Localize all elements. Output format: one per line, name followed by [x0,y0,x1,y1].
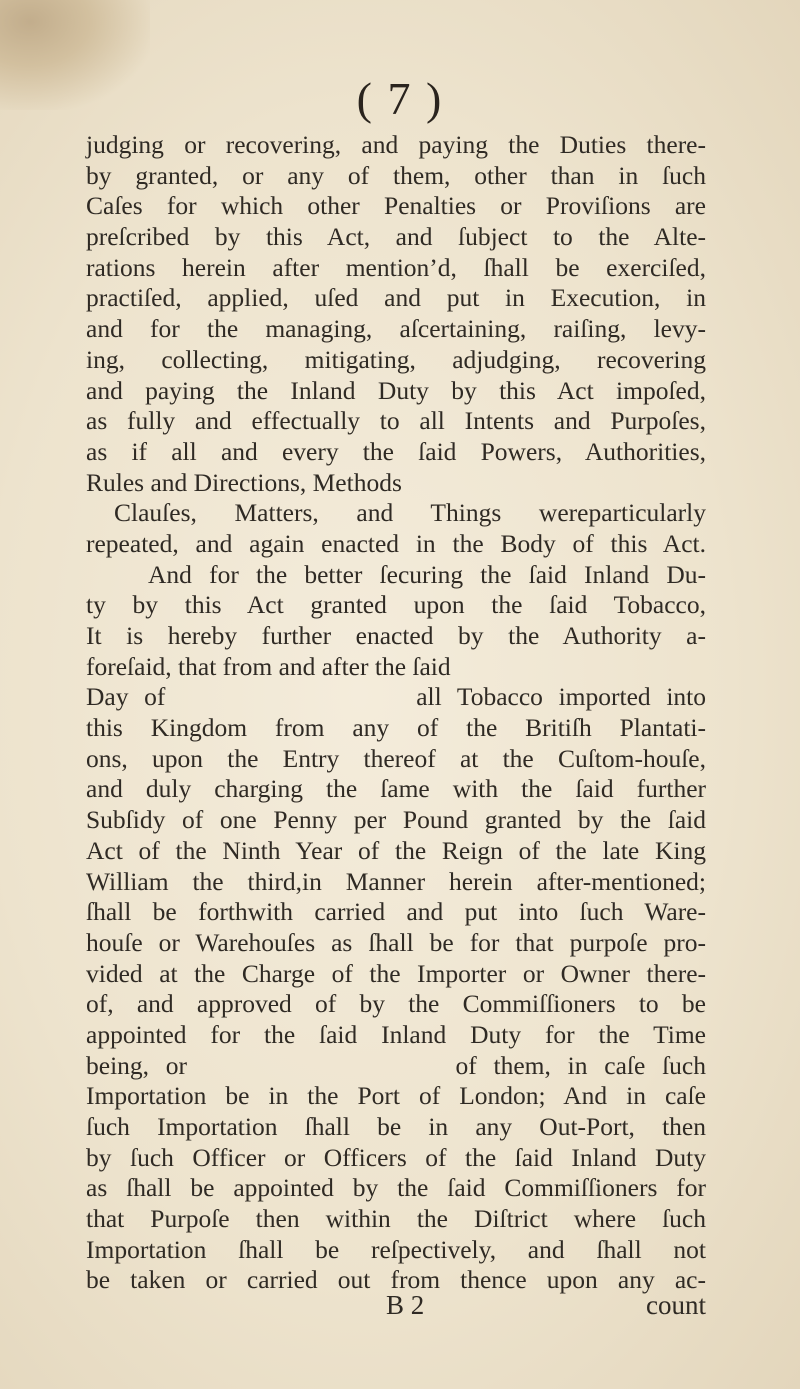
text-line: Importation be in the Port of London; And in caſe [86,1081,706,1111]
text-line: ing, collecting, mitigating, adjudging, recovering [86,344,706,374]
text-line: as if all and every the ſaid Powers, Authorities, [86,436,706,466]
catchword: count [646,1290,706,1320]
text-line: Rules and Directions, Methods [86,467,402,497]
page-number-header: ( 7 ) [356,73,444,124]
text-line: Importation ſhall be reſpectively, and ſhall not [86,1234,706,1264]
text-line: It is hereby further enacted by the Authority a- [86,621,706,650]
page-footer [86,1290,706,1322]
text-line: as ſhall be appointed by the ſaid Commiſſioners for [86,1173,706,1203]
text-line: rations herein after mention’d, ſhall be exerciſed, [86,252,706,282]
signature-mark: B 2 [386,1290,425,1320]
text-line: and duly charging the ſame with the ſaid further [86,774,706,804]
text-line: preſcribed by this Act, and ſubject to the Alte- [86,222,706,252]
text-line: this Kingdom from any of the Britiſh Plantati- [86,713,706,743]
text-line: ſuch Importation ſhall be in any Out-Port, then [86,1112,706,1141]
text-line: Caſes for which other Penalties or Proviſions are [86,191,706,221]
text-line: repeated, and again enacted in the Body of this Act. [86,528,706,558]
text-line: Day of all Tobacco imported into [86,682,706,712]
text-line: as fully and effectually to all Intents and Purpoſes, [86,406,706,436]
text-line: practiſed, applied, uſed and put in Execution, in [86,283,706,313]
text-line: And for the better ſecuring the ſaid Inland Du- [148,559,706,589]
text-line: houſe or Warehouſes as ſhall be for that purpoſe pro- [86,927,706,957]
text-line: judging or recovering, and paying the Duties there- [86,130,706,159]
text-line: by granted, or any of them, other than in ſuch [86,160,706,190]
text-line: be taken or carried out from thence upon any ac- [86,1265,706,1295]
text-line: appointed for the ſaid Inland Duty for the Time [86,1019,706,1049]
text-line: Clauſes, Matters, and Things wereparticularly [114,498,706,528]
text-line: Act of the Ninth Year of the Reign of the late King [86,835,706,865]
text-line: ons, upon the Entry thereof at the Cuſtom-houſe, [86,743,706,773]
text-line: William the third,in Manner herein after-mentioned; [86,866,706,896]
body-text [86,130,706,1296]
text-line: being, or of them, in caſe ſuch [86,1050,706,1080]
text-line: and for the managing, aſcertaining, raiſing, levy- [86,314,706,344]
text-line: that Purpoſe then within the Diſtrict where ſuch [86,1204,706,1234]
text-line: and paying the Inland Duty by this Act impoſed, [86,375,706,405]
text-line: vided at the Charge of the Importer or Owner there- [86,958,706,988]
text-line: foreſaid, that from and after the ſaid [86,651,451,681]
text-line: by ſuch Officer or Officers of the ſaid Inland Duty [86,1142,706,1172]
text-line: Subſidy of one Penny per Pound granted by the ſaid [86,805,706,835]
text-line: ſhall be forthwith carried and put into ſuch Ware- [86,897,706,927]
text-line: ty by this Act granted upon the ſaid Tobacco, [86,590,706,620]
text-line: of, and approved of by the Commiſſioners to be [86,989,706,1019]
